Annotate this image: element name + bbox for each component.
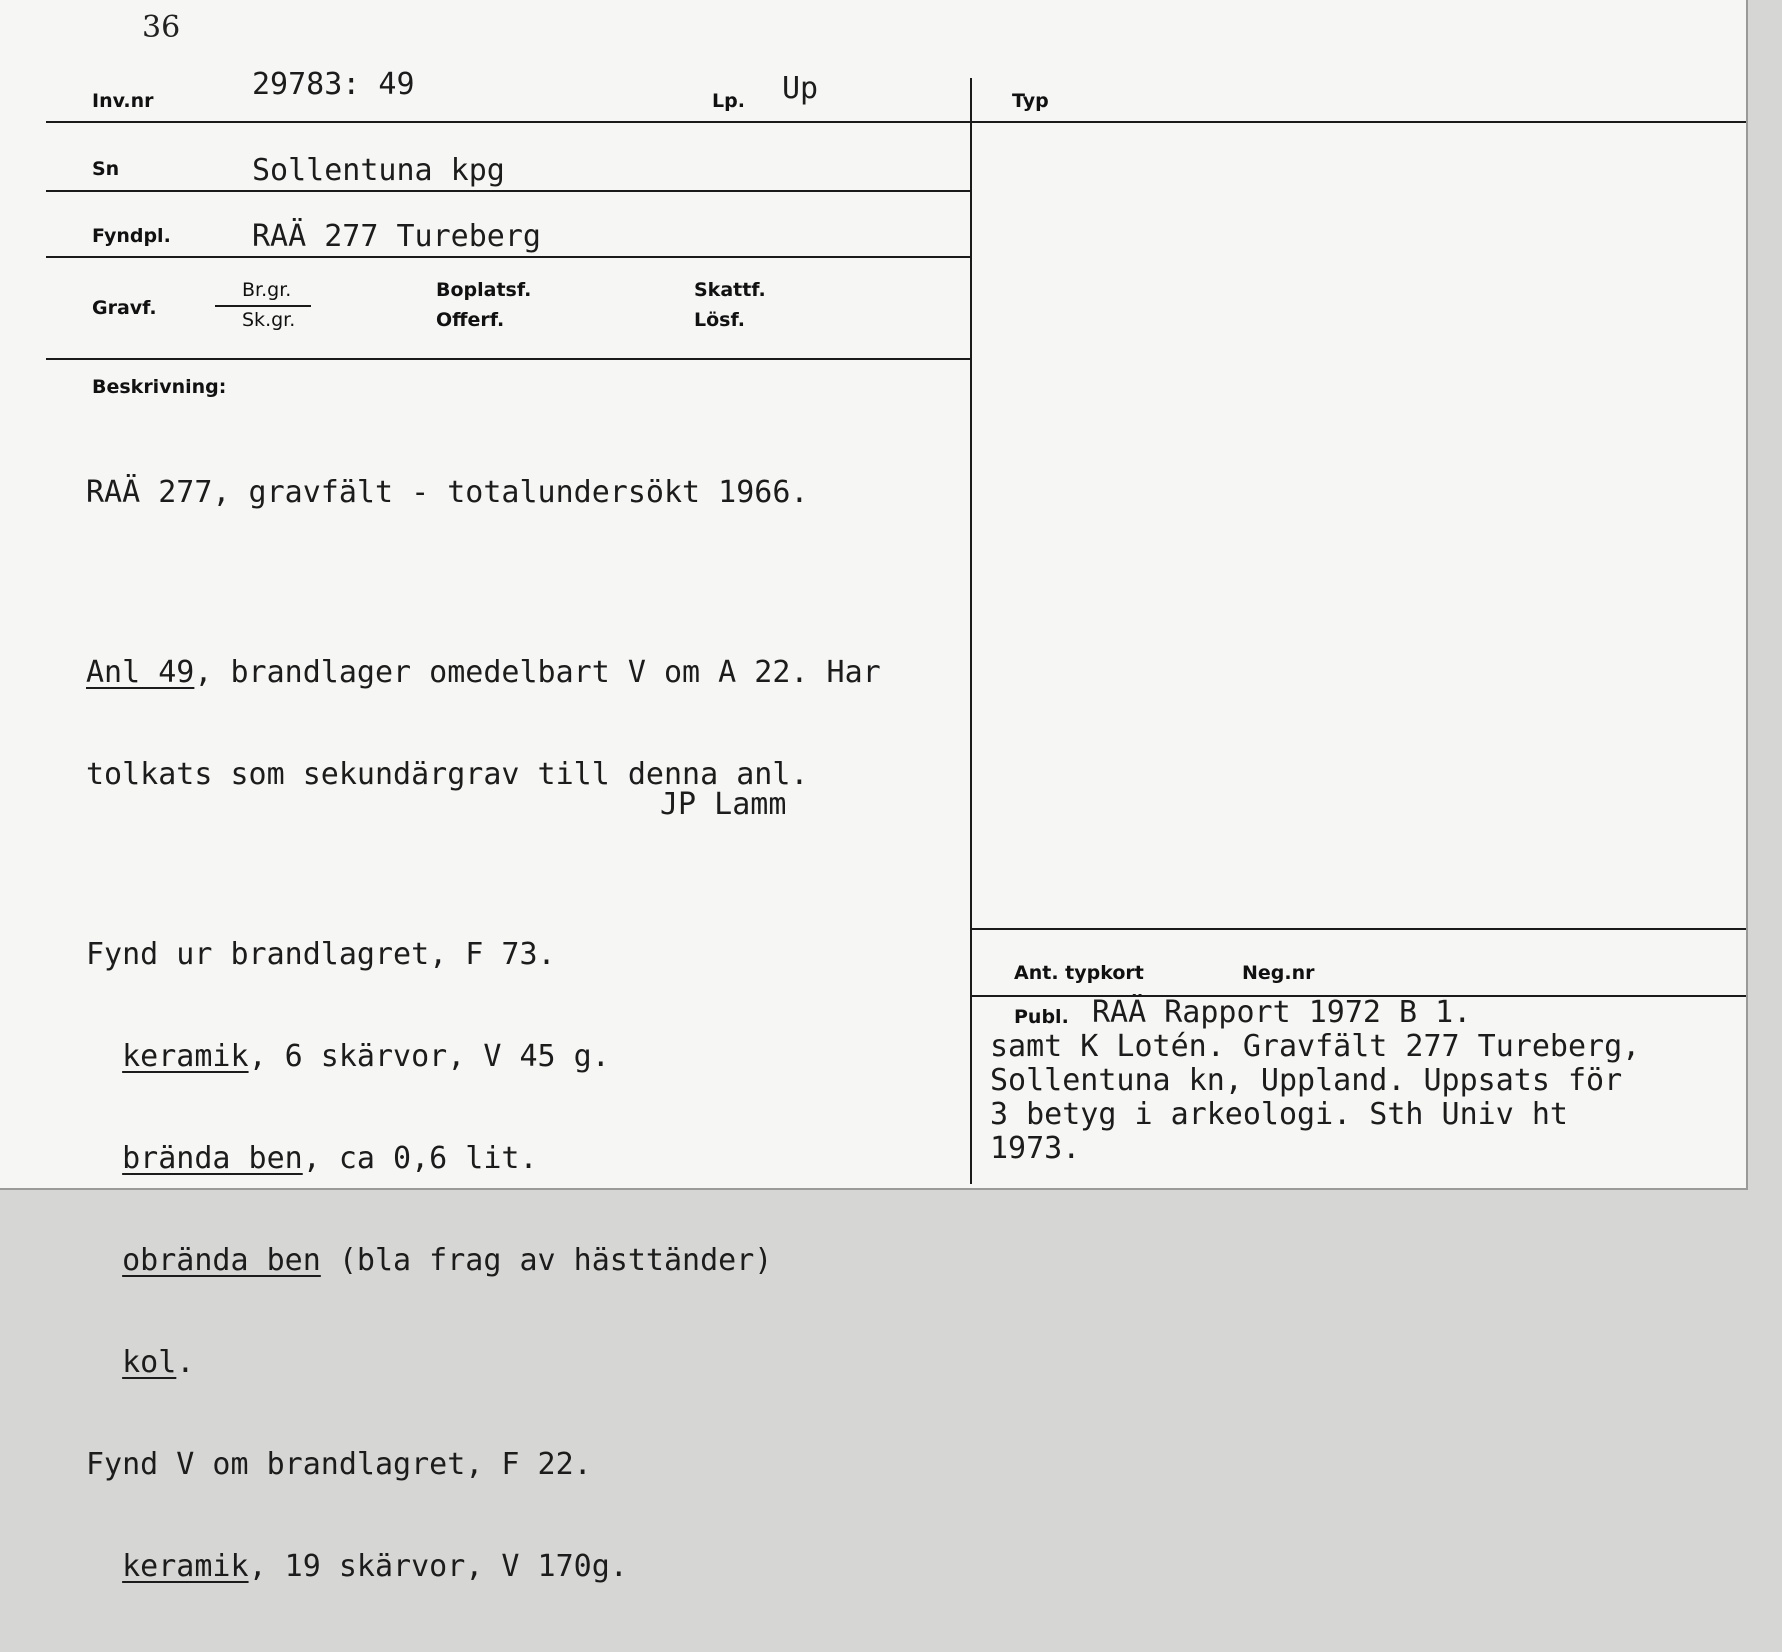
description-text bbox=[86, 408, 881, 1652]
gravf-fraction-bar bbox=[215, 305, 311, 307]
card-number: 36 bbox=[142, 10, 181, 45]
desc-line-3: tolkats som sekundärgrav till denna anl. bbox=[86, 757, 809, 792]
publ-line-3: Sollentuna kn, Uppland. Uppsats för bbox=[990, 1063, 1623, 1098]
sn-label: Sn bbox=[92, 158, 120, 180]
find-item-5 bbox=[86, 1550, 881, 1584]
desc-line-4: Fynd ur brandlagret, F 73. bbox=[86, 937, 556, 972]
sk-gr-label: Sk.gr. bbox=[242, 309, 296, 331]
publ-label: Publ. bbox=[1014, 1006, 1069, 1028]
inv-nr-label: Inv.nr bbox=[92, 90, 154, 112]
ant-typkort-label: Ant. typkort bbox=[1014, 962, 1144, 984]
find-detail-1: , 6 skärvor, V 45 g. bbox=[248, 1039, 610, 1074]
sn-rule bbox=[46, 190, 970, 192]
lp-label: Lp. bbox=[712, 90, 745, 112]
skattf-label: Skattf. bbox=[694, 279, 766, 301]
publ-line-1: RAÄ Rapport 1972 B 1. bbox=[1092, 995, 1472, 1030]
find-term-3: obrända ben bbox=[122, 1243, 321, 1278]
losf-label: Lösf. bbox=[694, 309, 745, 331]
publ-line-4: 3 betyg i arkeologi. Sth Univ ht bbox=[990, 1097, 1568, 1132]
br-gr-label: Br.gr. bbox=[242, 279, 292, 301]
find-detail-2: , ca 0,6 lit. bbox=[302, 1141, 538, 1176]
find-detail-5: , 19 skärvor, V 170g. bbox=[248, 1549, 628, 1584]
find-term-5: keramik bbox=[122, 1549, 249, 1584]
find-item-2 bbox=[86, 1142, 881, 1176]
neg-nr-label: Neg.nr bbox=[1242, 962, 1315, 984]
typ-area-rule bbox=[972, 928, 1746, 930]
anl-reference: Anl 49 bbox=[86, 655, 195, 690]
beskrivning-label: Beskrivning: bbox=[92, 376, 227, 398]
find-detail-4: . bbox=[176, 1345, 195, 1380]
desc-line-1: RAÄ 277, gravfält - totalundersökt 1966. bbox=[86, 475, 809, 510]
find-term-2: brända ben bbox=[122, 1141, 303, 1176]
find-term-4: kol bbox=[122, 1345, 177, 1380]
fyndpl-value: RAÄ 277 Tureberg bbox=[252, 219, 541, 254]
publ-line-2: samt K Lotén. Gravfält 277 Tureberg, bbox=[990, 1029, 1641, 1064]
publ-line-5: 1973. bbox=[990, 1131, 1081, 1166]
desc-line-2-rest: , brandlager omedelbart V om A 22. Har bbox=[194, 655, 881, 690]
header-rule bbox=[46, 121, 1746, 123]
find-item-3 bbox=[86, 1244, 881, 1278]
boplatsf-label: Boplatsf. bbox=[436, 279, 532, 301]
find-term-1: keramik bbox=[122, 1039, 249, 1074]
sn-value: Sollentuna kpg bbox=[252, 153, 505, 188]
offerf-label: Offerf. bbox=[436, 309, 505, 331]
find-item-1 bbox=[86, 1040, 881, 1074]
desc-line-2 bbox=[86, 656, 881, 690]
signature: JP Lamm bbox=[660, 787, 787, 822]
inv-nr-value: 29783: 49 bbox=[252, 67, 415, 102]
fyndpl-rule bbox=[46, 256, 970, 258]
typ-label: Typ bbox=[1012, 90, 1049, 112]
desc-line-9: Fynd V om brandlagret, F 22. bbox=[86, 1447, 592, 1482]
column-divider bbox=[970, 78, 972, 1184]
lp-value: Up bbox=[782, 71, 819, 106]
find-detail-3: (bla frag av hästtänder) bbox=[320, 1243, 773, 1278]
find-item-4 bbox=[86, 1346, 881, 1380]
gravf-label: Gravf. bbox=[92, 297, 157, 319]
fyndpl-label: Fyndpl. bbox=[92, 225, 171, 247]
gravf-rule bbox=[46, 358, 970, 360]
